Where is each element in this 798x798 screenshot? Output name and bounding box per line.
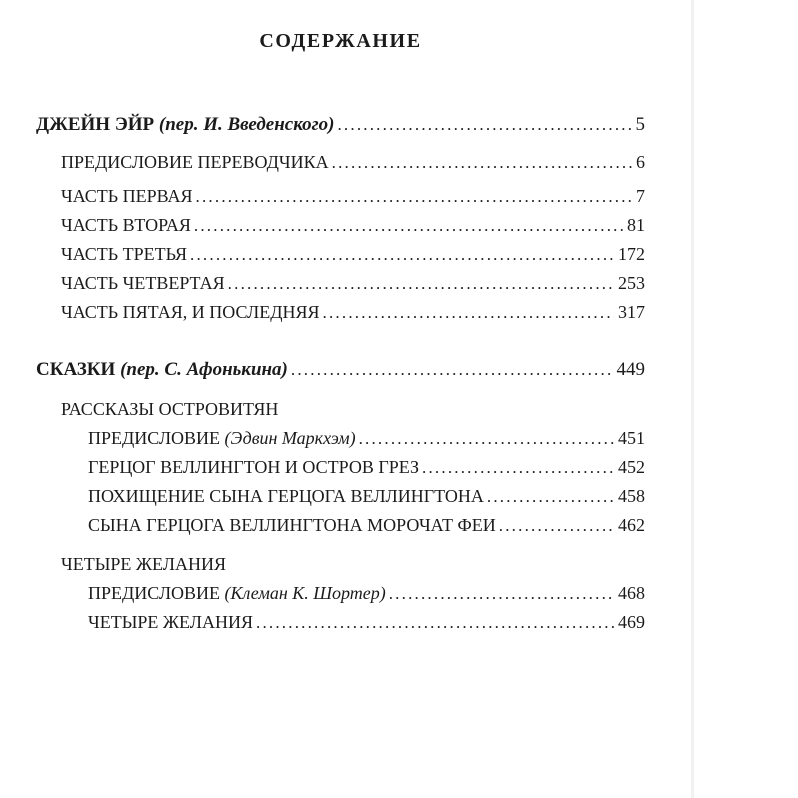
toc-entry-page: 317 [618,302,645,322]
toc-entry [36,240,645,269]
dot-leader [329,148,632,177]
toc-entry-label: СКАЗКИ (пер. С. Афонькина) [36,359,288,380]
toc-entry [36,482,645,511]
dot-leader [320,298,614,327]
dot-leader [187,240,614,269]
toc-entry [36,453,645,482]
dot-leader [386,579,614,608]
toc-entry-label: ЧЕТЫРЕ ЖЕЛАНИЯ [61,554,226,574]
page-edge-line [691,0,694,798]
dot-leader [419,453,614,482]
toc-entry-label: ЧАСТЬ ПЕРВАЯ [61,186,193,206]
toc-entry [36,269,645,298]
dot-leader [225,269,614,298]
toc-entry-note: (Клеман К. Шортер) [220,583,386,603]
toc-entry-page: 458 [618,486,645,506]
toc-entry-label: ЧЕТЫРЕ ЖЕЛАНИЯ [88,612,253,632]
table-of-contents [36,28,645,637]
toc-entry-label: ГЕРЦОГ ВЕЛЛИНГТОН И ОСТРОВ ГРЕЗ [88,457,420,477]
toc-entry-note: (пер. И. Введенского) [154,114,335,135]
dot-leader [253,608,614,637]
toc-entry-label: ДЖЕЙН ЭЙР (пер. И. Введенского) [36,114,335,135]
toc-entry-label: ПРЕДИСЛОВИЕ (Клеман К. Шортер) [88,583,386,603]
toc-entry-label: РАССКАЗЫ ОСТРОВИТЯН [61,399,279,419]
toc-entry [36,110,645,139]
dot-leader [356,424,614,453]
toc-entry [36,182,645,211]
toc-entry [36,511,645,540]
toc-entry-page: 5 [635,114,645,135]
toc-entry [36,211,645,240]
toc-entry-page: 462 [618,515,645,535]
toc-entry-page: 253 [618,273,645,293]
toc-group-heading [36,395,645,424]
toc-entry [36,298,645,327]
dot-leader [191,211,623,240]
toc-entry [36,424,645,453]
toc-entry-page: 469 [618,612,645,632]
dot-leader [288,355,613,384]
toc-entry [36,608,645,637]
toc-entry-label: ЧАСТЬ ВТОРАЯ [61,215,191,235]
toc-entry-page: 468 [618,583,645,603]
toc-entry [36,579,645,608]
dot-leader [496,511,614,540]
toc-entry-label: СЫНА ГЕРЦОГА ВЕЛЛИНГТОНА МОРОЧАТ ФЕИ [88,515,496,535]
dot-leader [334,110,631,139]
toc-entry-page: 6 [636,152,645,172]
toc-entry-label: ПОХИЩЕНИЕ СЫНА ГЕРЦОГА ВЕЛЛИНГТОНА [88,486,484,506]
toc-entry-page: 81 [627,215,645,235]
toc-entry-label: ЧАСТЬ ПЯТАЯ, И ПОСЛЕДНЯЯ [61,302,320,322]
dot-leader [484,482,614,511]
toc-entry-note: (Эдвин Маркхэм) [220,428,356,448]
toc-group-heading [36,550,645,579]
dot-leader [193,182,632,211]
toc-entry-page: 451 [618,428,645,448]
toc-entry [36,148,645,177]
toc-entry-page: 452 [618,457,645,477]
page-title: СОДЕРЖАНИЕ [259,30,422,52]
toc-entry-note: (пер. С. Афонькина) [115,359,288,380]
toc-entry-label: ПРЕДИСЛОВИЕ ПЕРЕВОДЧИКА [61,152,329,172]
toc-entry-page: 449 [616,359,645,380]
toc-entry-label: ПРЕДИСЛОВИЕ (Эдвин Маркхэм) [88,428,356,448]
toc-entry-label: ЧАСТЬ ЧЕТВЕРТАЯ [61,273,225,293]
toc-entry-page: 172 [618,244,645,264]
toc-entry [36,355,645,384]
toc-entry-page: 7 [636,186,645,206]
toc-entry-label: ЧАСТЬ ТРЕТЬЯ [61,244,188,264]
